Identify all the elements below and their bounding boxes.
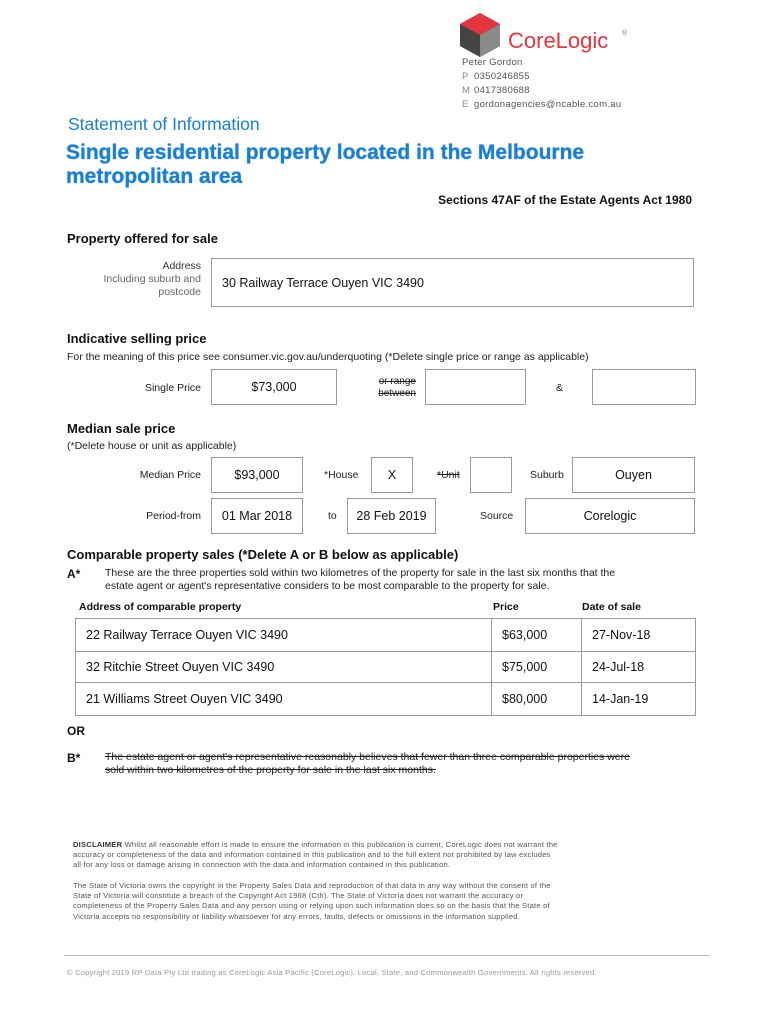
address-field[interactable]: 30 Railway Terrace Ouyen VIC 3490 [211, 258, 694, 307]
house-field[interactable]: X [371, 457, 413, 493]
median-price-label: Median Price [139, 469, 201, 481]
agent-email[interactable]: gordonagencies@ncable.com.au [474, 99, 622, 110]
range-from-field[interactable] [425, 369, 526, 405]
comparable-column-price: Price [493, 601, 519, 613]
period-to-field[interactable]: 28 Feb 2019 [347, 498, 436, 534]
property-heading: Property offered for sale [67, 231, 218, 246]
period-from-field[interactable]: 01 Mar 2018 [211, 498, 303, 534]
corelogic-logo [458, 12, 638, 58]
indicative-note: For the meaning of this price see consumer.vic.gov.au/underquoting (*Delete single price or range as applicable) [67, 351, 589, 363]
statement-title: Statement of Information [68, 114, 260, 134]
period-to-label: to [328, 510, 337, 522]
single-price-field[interactable]: $73,000 [211, 369, 337, 405]
suburb-field[interactable]: Ouyen [572, 457, 695, 493]
agent-contact [462, 56, 621, 112]
disclaimer-paragraph-2: The State of Victoria owns the copyright in the Property Sales Data and reproduction of that data in any way without the consent of the State of Victoria will constitute a breach of the Copyright Act 1968 (Cth). The State of Victoria does not warrant the accuracy or completeness of the Property Sales Data and any person using or relying upon such information does so on the basis that the State of Victoria accepts no responsibility or liability whatsoever for any errors, faults, defects or omissions in the information supplied. [73, 881, 551, 921]
suburb-label: Suburb [530, 469, 564, 481]
comparable-heading: Comparable property sales (*Delete A or B below as applicable) [67, 547, 459, 562]
period-from-label: Period-from [146, 510, 201, 522]
comparable-price-cell[interactable]: $75,000 [491, 651, 582, 683]
indicative-heading: Indicative selling price [67, 331, 207, 346]
option-b-marker: B* [67, 751, 81, 765]
unit-field[interactable] [470, 457, 512, 493]
option-a-text: These are the three properties sold within two kilometres of the property for sale in the last six months that the estate agent or agent's representative considers to be most comparable to the property for sale. [105, 567, 616, 592]
range-label: or range between [378, 376, 416, 399]
comparable-column-date: Date of sale [582, 601, 641, 613]
unit-label: *Unit [437, 469, 460, 481]
agent-mobile-row: M 0417380688 [462, 85, 530, 96]
range-to-field[interactable] [592, 369, 696, 405]
or-separator: OR [67, 724, 85, 738]
act-reference: Sections 47AF of the Estate Agents Act 1980 [438, 193, 692, 207]
disclaimer-label: DISCLAIMER [73, 840, 123, 849]
table-row [75, 682, 696, 715]
agent-mobile: 0417380688 [474, 85, 530, 96]
house-label: *House [324, 469, 359, 481]
brand-name: CoreLogic [508, 28, 609, 53]
table-row [75, 618, 696, 651]
address-label: Address Including suburb and postcode [103, 260, 201, 298]
comparable-price-cell[interactable]: $80,000 [491, 682, 582, 716]
agent-phone-row: P 0350246855 [462, 71, 530, 82]
median-note: (*Delete house or unit as applicable) [67, 440, 237, 452]
agent-name: Peter Gordon [462, 57, 523, 68]
single-price-label: Single Price [144, 382, 201, 394]
corelogic-hexagon-icon [458, 12, 502, 58]
range-ampersand: & [556, 382, 564, 394]
median-price-field[interactable]: $93,000 [211, 457, 303, 493]
comparable-date-cell[interactable]: 24-Jul-18 [581, 651, 696, 683]
disclaimer-paragraph-1: DISCLAIMER Whilst all reasonable effort is made to ensure the information in this publication is current, CoreLogic does not warrant the accuracy or completeness of the data and information contained in this publication and to the full extent not prohibited by law excludes all for any loss or damage arising in connection with the data and information contained in this publication. [73, 840, 558, 870]
option-b-text: The estate agent or agent's representative reasonably believes that fewer than three comparable properties were sold within two kilometres of the property for sale in the last six months. [105, 751, 630, 776]
source-label: Source [480, 510, 514, 522]
main-title-line-2: metropolitan area [66, 165, 243, 188]
brand-registered-mark: ® [622, 30, 628, 37]
table-row [75, 651, 696, 682]
comparable-address-cell[interactable]: 32 Ritchie Street Ouyen VIC 3490 [75, 651, 492, 683]
main-title-line-1: Single residential property located in the Melbourne [66, 141, 585, 164]
footer-divider [64, 955, 710, 956]
comparable-column-address: Address of comparable property [79, 601, 242, 613]
agent-phone: 0350246855 [474, 71, 530, 82]
option-a-marker: A* [67, 567, 81, 581]
comparable-address-cell[interactable]: 21 Williams Street Ouyen VIC 3490 [75, 682, 492, 716]
comparable-address-cell[interactable]: 22 Railway Terrace Ouyen VIC 3490 [75, 618, 492, 652]
comparable-table [75, 618, 696, 714]
median-heading: Median sale price [67, 421, 176, 436]
agent-email-row: E gordonagencies@ncable.com.au [462, 99, 622, 110]
comparable-date-cell[interactable]: 14-Jan-19 [581, 682, 696, 716]
source-field[interactable]: Corelogic [525, 498, 695, 534]
copyright-notice: © Copyright 2019 RP Data Pty Ltd trading as CoreLogic Asia Pacific (CoreLogic). Local, State, and Commonwealth Governments. All rights reserved. [67, 968, 597, 977]
comparable-date-cell[interactable]: 27-Nov-18 [581, 618, 696, 652]
comparable-price-cell[interactable]: $63,000 [491, 618, 582, 652]
